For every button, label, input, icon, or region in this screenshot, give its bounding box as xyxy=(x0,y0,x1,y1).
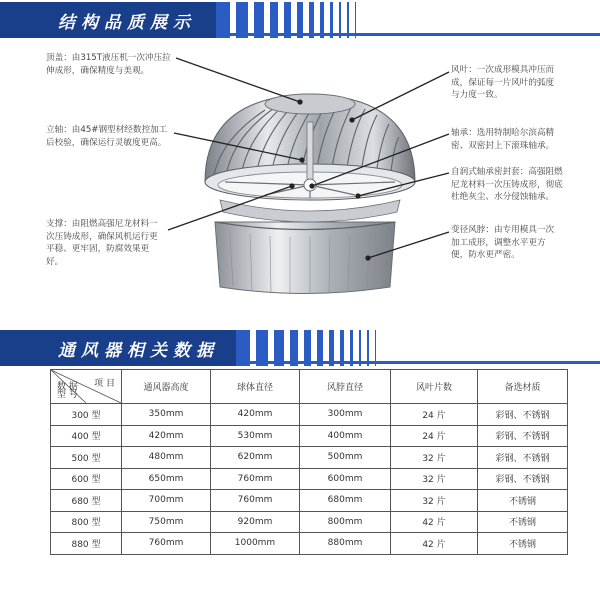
column-header: 风叶片数 xyxy=(391,370,478,404)
note-top-cap: 顶盖：由315T液压机一次冲压拉伸成形，确保精度与美观。 xyxy=(46,53,171,76)
table-cell: 1000mm xyxy=(211,533,300,555)
section-title: 结构品质展示 xyxy=(58,12,196,33)
table-cell: 500mm xyxy=(300,447,391,469)
table-header-row xyxy=(51,370,568,404)
note-neck: 变径风脖：由专用模具一次加工成形，调整水平更方便，防水更严密。 xyxy=(451,225,555,260)
note-bearing-seal: 自润式轴承密封套：高强阻燃尼龙材料一次压铸成形，彻底杜绝灰尘、水分侵蚀轴承。 xyxy=(451,167,563,202)
table-cell: 24 片 xyxy=(391,404,478,426)
table-cell: 760mm xyxy=(211,490,300,512)
table-cell: 彩钢、不锈钢 xyxy=(478,468,568,490)
table-cell: 650mm xyxy=(122,468,211,490)
table-cell: 32 片 xyxy=(391,447,478,469)
table-cell: 300mm xyxy=(300,404,391,426)
table-row xyxy=(51,533,568,555)
table-cell: 680 型 xyxy=(51,490,122,512)
table-cell: 400mm xyxy=(300,425,391,447)
column-header: 通风器高度 xyxy=(122,370,211,404)
table-cell: 彩钢、不锈钢 xyxy=(478,425,568,447)
table-cell: 400 型 xyxy=(51,425,122,447)
note-blade: 风叶：一次成形模具冲压而成，保证每一片风叶的弧度与力度一致。 xyxy=(451,65,555,100)
table-cell: 300 型 xyxy=(51,404,122,426)
table-cell: 彩钢、不锈钢 xyxy=(478,404,568,426)
diagonal-header-cell xyxy=(51,370,122,404)
table-cell: 24 片 xyxy=(391,425,478,447)
table-cell: 680mm xyxy=(300,490,391,512)
table-cell: 彩钢、不锈钢 xyxy=(478,447,568,469)
header-item-label: 项 目 xyxy=(94,379,115,389)
table-cell: 600 型 xyxy=(51,468,122,490)
table-cell: 420mm xyxy=(122,425,211,447)
table-cell: 760mm xyxy=(211,468,300,490)
table-cell: 32 片 xyxy=(391,468,478,490)
column-header: 风脖直径 xyxy=(300,370,391,404)
section-title: 通风器相关数据 xyxy=(58,340,219,361)
table-cell: 350mm xyxy=(122,404,211,426)
table-cell: 32 片 xyxy=(391,490,478,512)
table-cell: 620mm xyxy=(211,447,300,469)
table-cell: 480mm xyxy=(122,447,211,469)
column-header: 球体直径 xyxy=(211,370,300,404)
section-banner-data xyxy=(0,330,600,366)
note-bearing: 轴承：选用特制哈尔滨高精密、双密封上下滚珠轴承。 xyxy=(451,128,555,151)
table-row xyxy=(51,404,568,426)
table-cell: 760mm xyxy=(122,533,211,555)
column-header: 备选材质 xyxy=(478,370,568,404)
table-row xyxy=(51,425,568,447)
table-cell: 不锈钢 xyxy=(478,533,568,555)
table-cell: 800 型 xyxy=(51,511,122,533)
table-row xyxy=(51,468,568,490)
header-model-label: 型 号 xyxy=(57,390,78,400)
note-support: 支撑：由阻燃高强尼龙材料一次压铸成形，确保风机运行更平稳、更牢固，防腐效果更好。 xyxy=(46,219,158,267)
table-cell: 880mm xyxy=(300,533,391,555)
table-cell: 600mm xyxy=(300,468,391,490)
spec-table xyxy=(50,369,568,555)
table-cell: 800mm xyxy=(300,511,391,533)
table-cell: 700mm xyxy=(122,490,211,512)
note-shaft: 立轴：由45#钢型材经数控加工后校验，确保运行灵敏度更高。 xyxy=(46,125,168,148)
table-row xyxy=(51,447,568,469)
table-cell: 880 型 xyxy=(51,533,122,555)
table-cell: 920mm xyxy=(211,511,300,533)
table-cell: 42 片 xyxy=(391,511,478,533)
table-cell: 不锈钢 xyxy=(478,511,568,533)
table-row xyxy=(51,490,568,512)
table-cell: 420mm xyxy=(211,404,300,426)
table-cell: 42 片 xyxy=(391,533,478,555)
header-data-label: 数 据 xyxy=(57,382,78,392)
table-cell: 530mm xyxy=(211,425,300,447)
table-cell: 500 型 xyxy=(51,447,122,469)
table-row xyxy=(51,511,568,533)
table-cell: 不锈钢 xyxy=(478,490,568,512)
table-cell: 750mm xyxy=(122,511,211,533)
